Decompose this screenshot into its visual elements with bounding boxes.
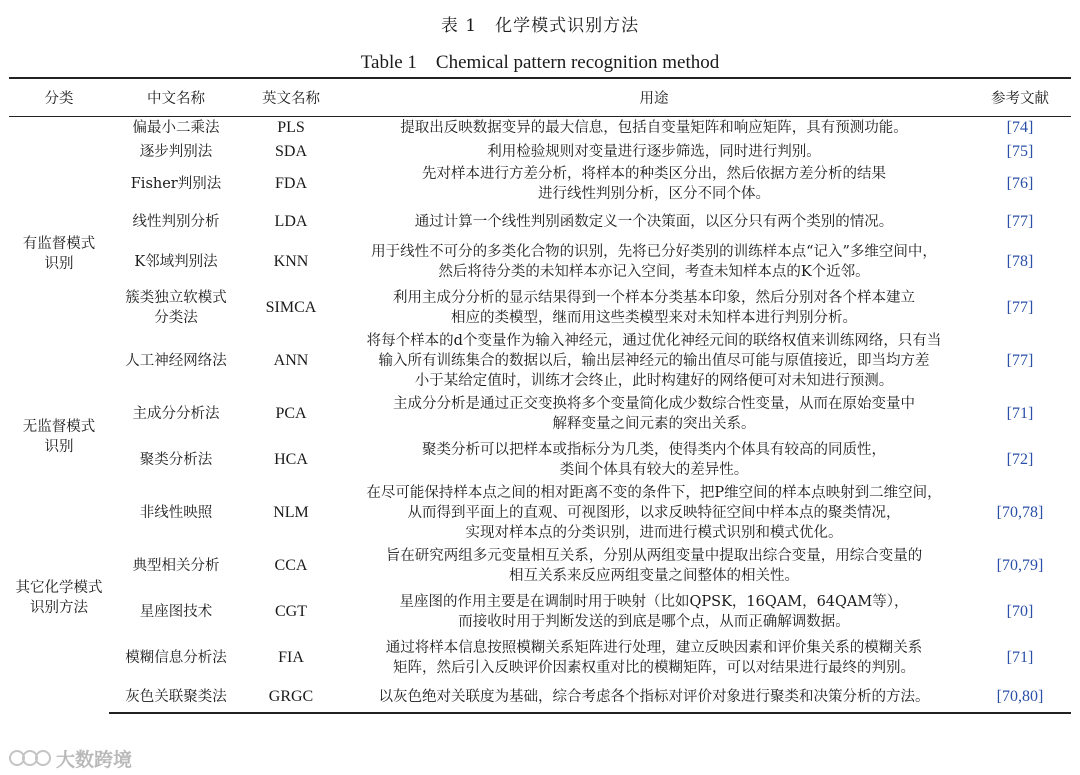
chinese-name-cell — [109, 589, 243, 635]
chinese-name-line: 模糊信息分析法 — [125, 650, 227, 666]
table-row — [9, 239, 1071, 285]
header-row — [9, 78, 1071, 116]
usage-line: 类间个体具有较大的差异性。 — [559, 462, 749, 478]
chinese-name-line: Fisher判别法 — [130, 176, 222, 192]
chinese-name-cell — [109, 635, 243, 681]
chinese-name-line: 分类法 — [154, 310, 198, 326]
english-name-cell: NLM — [273, 504, 309, 521]
chinese-name-cell — [109, 116, 243, 140]
table-row — [9, 331, 1071, 391]
table-row — [9, 543, 1071, 589]
table-row — [9, 635, 1071, 681]
reference-link[interactable]: [70,79] — [996, 557, 1044, 574]
usage-line: 在尽可能保持样本点之间的相对距离不变的条件下，把P维空间的样本点映射到二维空间， — [366, 485, 942, 501]
table-row — [9, 140, 1071, 164]
usage-line: 通过将样本信息按照模糊关系矩阵进行处理，建立反映因素和评价集关系的模糊关系 — [385, 640, 923, 656]
usage-cell — [339, 164, 969, 204]
usage-cell — [339, 140, 969, 164]
usage-line: 实现对样本点的分类识别，进而进行模式识别和模式优化。 — [465, 525, 843, 541]
chinese-name-cell — [109, 140, 243, 164]
chinese-name-line: 偏最小二乘法 — [132, 120, 220, 137]
english-name-cell: GRGC — [243, 681, 339, 713]
usage-line: 而接收时用于判断发送的到底是哪个点，从而正确解调数据。 — [458, 614, 850, 630]
reference-link[interactable]: [70,80] — [969, 681, 1071, 713]
watermark-logo-icon — [8, 747, 52, 769]
usage-cell — [339, 285, 969, 331]
english-name-cell: SDA — [274, 143, 307, 160]
english-name-cell: CCA — [274, 557, 308, 574]
table-row — [9, 589, 1071, 635]
usage-line: 以灰色绝对关联度为基础，综合考虑各个指标对评价对象进行聚类和决策分析的方法。 — [378, 688, 930, 705]
reference-link[interactable]: [70,78] — [996, 504, 1044, 521]
table-title-cn: 表 1 化学模式识别方法 — [440, 16, 640, 36]
table-row — [9, 285, 1071, 331]
table-row — [9, 437, 1071, 483]
usage-line: 用于线性不可分的多类化合物的识别，先将已分好类别的训练样本点“记入”多维空间中， — [371, 244, 937, 260]
header-category: 分类 — [9, 78, 109, 116]
chinese-name-line: 灰色关联聚类法 — [125, 688, 227, 705]
header-references: 参考文献 — [969, 78, 1071, 116]
chinese-name-line: 非线性映照 — [139, 505, 213, 521]
english-name-cell: KNN — [273, 253, 309, 270]
usage-cell — [339, 589, 969, 635]
chinese-name-cell — [109, 331, 243, 391]
chinese-name-line: 人工神经网络法 — [125, 353, 227, 369]
category-label-line: 无监督模式 — [22, 419, 96, 435]
category-label-line: 识别方法 — [30, 600, 88, 616]
usage-line: 输入所有训练集合的数据以后，输出层神经元的输出值尽可能与原值接近，即当均方差 — [378, 353, 930, 369]
category-label-line: 识别 — [44, 439, 74, 455]
usage-line: 相应的类模型，继而用这些类模型来对未知样本进行判别分析。 — [451, 310, 857, 326]
english-name-cell: PCA — [275, 405, 307, 422]
reference-link[interactable]: [75] — [1006, 143, 1034, 160]
reference-link[interactable]: [78] — [1006, 253, 1034, 270]
category-label-line: 识别 — [44, 255, 74, 272]
usage-cell — [339, 543, 969, 589]
chinese-name-line: 聚类分析法 — [139, 452, 213, 468]
table-title-en: Table 1 Chemical pattern recognition method — [360, 52, 720, 73]
chinese-name-line: K邻域判别法 — [134, 254, 218, 270]
usage-cell — [339, 391, 969, 437]
method-table — [9, 77, 1071, 714]
watermark-text: 大数跨境 — [56, 748, 133, 771]
usage-line: 先对样本进行方差分析，将样本的种类区分出，然后依据方差分析的结果 — [422, 166, 886, 182]
table-row — [9, 204, 1071, 239]
chinese-name-line: 线性判别分析 — [132, 213, 220, 230]
usage-cell — [339, 239, 969, 285]
chinese-name-line: 簇类独立软模式 — [125, 290, 227, 306]
usage-line: 进行线性判别分析，区分不同个体。 — [538, 186, 770, 202]
chinese-name-cell — [109, 437, 243, 483]
category-cell — [9, 116, 109, 391]
english-name-cell: LDA — [274, 212, 308, 230]
usage-line: 小于某给定值时，训练才会终止，此时构建好的网络便可对未知进行预测。 — [414, 373, 894, 389]
chinese-name-cell — [109, 543, 243, 589]
usage-line: 聚类分析可以把样本或指标分为几类，使得类内个体具有较高的同质性， — [422, 442, 886, 458]
usage-line: 从而得到平面上的直观、可视图形，以求反映特征空间中样本点的聚类情况， — [407, 505, 901, 521]
chinese-name-cell — [109, 391, 243, 437]
chinese-name-cell — [109, 483, 243, 543]
english-name-cell: HCA — [274, 451, 308, 468]
usage-line: 星座图的作用主要是在调制时用于映射（比如QPSK，16QAM，64QAM等）， — [399, 594, 909, 610]
table-row — [9, 116, 1071, 140]
category-cell — [9, 483, 109, 713]
english-name-cell: FDA — [274, 175, 307, 192]
chinese-name-line: 典型相关分析 — [132, 558, 220, 574]
usage-line: 然后将待分类的未知样本亦记入空间，考查未知样本点的K个近邻。 — [438, 264, 870, 280]
usage-cell — [339, 116, 969, 140]
reference-link[interactable]: [77] — [1006, 299, 1034, 316]
usage-cell — [339, 331, 969, 391]
usage-cell — [339, 204, 969, 239]
header-usage: 用途 — [339, 78, 969, 116]
usage-cell — [339, 437, 969, 483]
english-name-cell: PLS — [277, 119, 305, 137]
usage-line: 提取出反映数据变异的最大信息，包括自变量矩阵和响应矩阵，具有预测功能。 — [400, 120, 908, 137]
usage-line: 将每个样本的d个变量作为输入神经元，通过优化神经元间的联络权值来训练网络，只有当 — [366, 333, 942, 349]
chinese-name-line: 主成分分析法 — [132, 406, 220, 422]
category-label-line: 有监督模式 — [22, 235, 96, 252]
table-row — [9, 391, 1071, 437]
usage-line: 旨在研究两组多元变量相互关系，分别从两组变量中提取出综合变量，用综合变量的 — [385, 548, 923, 564]
reference-link[interactable]: [71] — [1006, 649, 1034, 666]
english-name-cell: FIA — [278, 649, 304, 666]
watermark — [8, 745, 132, 771]
chinese-name-line: 星座图技术 — [139, 604, 213, 620]
header-chinese-name: 中文名称 — [109, 78, 243, 116]
usage-line: 主成分分析是通过正交变换将多个变量简化成少数综合性变量，从而在原始变量中 — [393, 396, 915, 412]
usage-cell — [339, 635, 969, 681]
chinese-name-cell — [109, 239, 243, 285]
chinese-name-cell — [109, 164, 243, 204]
reference-link[interactable]: [77] — [1006, 212, 1034, 230]
category-cell — [9, 391, 109, 483]
header-english-name: 英文名称 — [243, 78, 339, 116]
chinese-name-cell — [109, 285, 243, 331]
chinese-name-line: 逐步判别法 — [139, 144, 213, 160]
table-row — [9, 483, 1071, 543]
english-name-cell: SIMCA — [265, 299, 317, 316]
table-row — [9, 164, 1071, 204]
usage-cell — [339, 681, 969, 713]
chinese-name-cell — [109, 204, 243, 239]
english-name-cell: ANN — [273, 352, 309, 369]
table-row — [9, 681, 1071, 713]
reference-link[interactable]: [72] — [1006, 451, 1034, 468]
reference-link[interactable]: [70] — [1006, 603, 1034, 620]
usage-line: 通过计算一个线性判别函数定义一个决策面，以区分只有两个类别的情况。 — [414, 213, 894, 230]
chinese-name-cell — [109, 681, 243, 713]
reference-link[interactable]: [76] — [1006, 175, 1034, 192]
english-name-cell: CGT — [275, 603, 307, 620]
reference-link[interactable]: [77] — [1006, 352, 1034, 369]
usage-cell — [339, 483, 969, 543]
usage-line: 利用主成分分析的显示结果得到一个样本分类基本印象，然后分别对各个样本建立 — [393, 290, 915, 306]
usage-line: 相互关系来反应两组变量之间整体的相关性。 — [509, 568, 799, 584]
usage-line: 矩阵，然后引入反映评价因素权重对比的模糊矩阵，可以对结果进行最终的判别。 — [393, 660, 915, 676]
category-label-line: 其它化学模式 — [15, 580, 103, 596]
usage-line: 解释变量之间元素的突出关系。 — [552, 416, 756, 432]
reference-link[interactable]: [71] — [1006, 405, 1034, 422]
reference-link[interactable]: [74] — [1006, 119, 1034, 137]
usage-line: 利用检验规则对变量进行逐步筛选，同时进行判别。 — [487, 144, 821, 160]
